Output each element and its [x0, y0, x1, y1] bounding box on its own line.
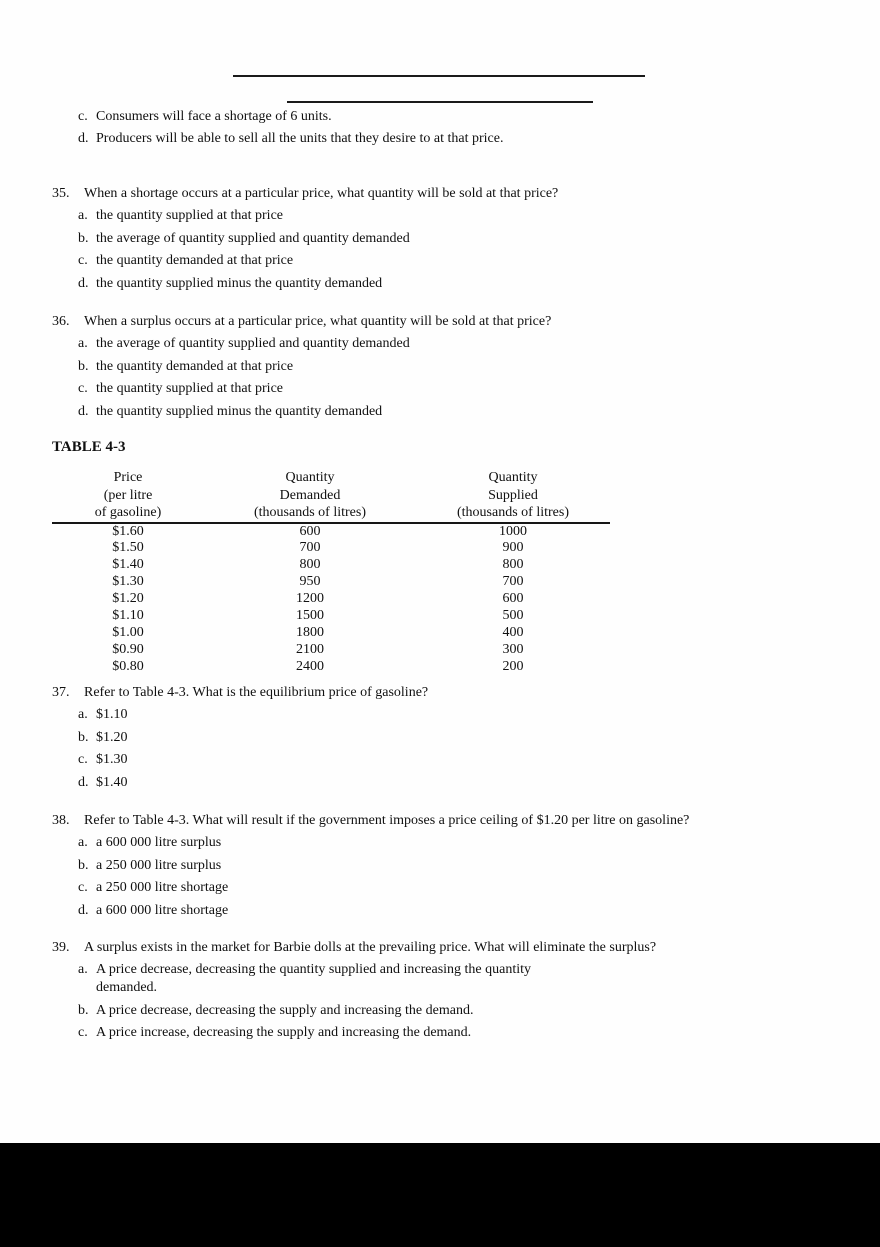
option-letter: a.	[78, 336, 88, 351]
table-row	[52, 625, 610, 642]
table-cell: 1200	[296, 591, 324, 607]
option-text: a 250 000 litre shortage	[96, 880, 229, 895]
question-text: When a surplus occurs at a particular price, what quantity will be sold at that price?	[84, 314, 552, 329]
table-4-3	[52, 469, 610, 676]
option-text: the quantity supplied at that price	[96, 381, 284, 396]
table-cell: 2100	[296, 641, 324, 657]
table-cell: $0.90	[112, 641, 144, 657]
option-text: the average of quantity supplied and quantity demanded	[96, 336, 410, 351]
question-39	[52, 938, 860, 1047]
option-text: the quantity demanded at that price	[96, 358, 294, 374]
option-text: a 600 000 litre shortage	[96, 902, 229, 918]
option-letter: d.	[78, 774, 89, 790]
question-37	[52, 683, 860, 796]
option-35-d	[78, 275, 860, 293]
table-row	[52, 574, 610, 591]
table-cell: 950	[299, 574, 321, 590]
table-cell: 1800	[296, 624, 324, 640]
carryover-option-d	[78, 128, 850, 150]
table-row	[52, 591, 610, 608]
question-text: Refer to Table 4-3. What is the equilibrium price of gasoline?	[84, 685, 429, 700]
table-header-row	[52, 469, 610, 523]
option-36-c	[78, 380, 860, 398]
table-header-quantity-demanded: Quantity Demanded (thousands of litres)	[204, 469, 416, 523]
carryover-option-c	[78, 106, 850, 128]
table-cell: 300	[502, 641, 524, 657]
option-letter: c.	[78, 752, 88, 767]
table-cell: 900	[502, 540, 524, 556]
option-text: $1.10	[96, 707, 128, 722]
table-header-price: Price (per litre of gasoline)	[52, 469, 204, 523]
option-text: the quantity supplied minus the quantity demanded	[96, 403, 383, 419]
option-letter: b.	[78, 358, 89, 374]
option-text: the quantity demanded at that price	[96, 253, 294, 268]
option-letter: d.	[78, 902, 89, 918]
option-35-c	[78, 252, 860, 270]
options-list	[78, 335, 860, 421]
option-39-b	[78, 1002, 860, 1020]
option-letter: c.	[78, 1025, 88, 1040]
option-36-d	[78, 403, 860, 421]
option-37-a	[78, 706, 860, 724]
option-38-c	[78, 879, 860, 897]
answer-blank-line-1	[233, 75, 645, 77]
question-text: When a shortage occurs at a particular price, what quantity will be sold at that price?	[84, 186, 559, 201]
table-cell: $1.00	[112, 624, 144, 640]
table-cell: $1.10	[112, 608, 144, 624]
table-cell: 700	[502, 574, 524, 590]
option-letter: b.	[78, 1002, 89, 1018]
table-row	[52, 557, 610, 574]
options-list	[78, 834, 860, 920]
option-letter: d.	[78, 403, 89, 419]
table-cell: $1.60	[112, 523, 144, 539]
option-text: the quantity supplied at that price	[96, 208, 284, 223]
table-cell: 800	[502, 557, 524, 573]
table-row	[52, 523, 610, 541]
option-35-a	[78, 207, 860, 225]
question-stem	[52, 811, 860, 831]
table-cell: $0.80	[112, 658, 144, 674]
table-row	[52, 659, 610, 676]
table-cell: 1000	[499, 523, 527, 539]
question-number: 38.	[52, 813, 70, 828]
table-cell: 800	[299, 557, 321, 573]
option-letter: b.	[78, 729, 89, 745]
option-38-d	[78, 902, 860, 920]
option-37-c	[78, 751, 860, 769]
table-cell: 2400	[296, 658, 324, 674]
option-letter: d.	[78, 130, 89, 146]
question-stem	[52, 938, 860, 958]
option-letter: c.	[78, 109, 88, 124]
option-39-a	[78, 961, 860, 997]
option-text: A price increase, decreasing the supply and increasing the demand.	[96, 1025, 472, 1040]
option-letter: b.	[78, 230, 89, 246]
answer-blank-line-2	[287, 101, 593, 103]
question-text: A surplus exists in the market for Barbie dolls at the prevailing price. What will eliminate the surplus?	[84, 940, 657, 955]
table-cell: 700	[299, 540, 321, 556]
table-cell: 1500	[296, 608, 324, 624]
option-letter: c.	[78, 253, 88, 268]
option-38-b	[78, 857, 860, 875]
question-36	[52, 312, 860, 425]
table-header-quantity-supplied: Quantity Supplied (thousands of litres)	[416, 469, 610, 523]
option-37-b	[78, 729, 860, 747]
option-text: a 600 000 litre surplus	[96, 835, 222, 850]
table-cell: 600	[299, 523, 321, 539]
question-number: 36.	[52, 314, 70, 329]
table-cell: $1.40	[112, 557, 144, 573]
options-list	[78, 961, 860, 1042]
option-letter: c.	[78, 381, 88, 396]
table-cell: $1.30	[112, 574, 144, 590]
table-row	[52, 540, 610, 557]
scan-black-band	[0, 1143, 880, 1247]
table-row	[52, 642, 610, 659]
question-number: 37.	[52, 685, 70, 700]
option-text: A price decrease, decreasing the quantity supplied and increasing the quantity demanded.	[96, 962, 532, 995]
table-cell: $1.50	[112, 540, 144, 556]
option-36-a	[78, 335, 860, 353]
option-39-c	[78, 1024, 860, 1042]
carryover-options	[78, 106, 850, 149]
option-text: a 250 000 litre surplus	[96, 857, 222, 873]
table-cell: 500	[502, 608, 524, 624]
option-text: Producers will be able to sell all the units that they desire to at that price.	[96, 130, 504, 146]
question-stem	[52, 683, 860, 703]
option-text: Consumers will face a shortage of 6 units.	[96, 109, 332, 124]
option-letter: a.	[78, 707, 88, 722]
option-letter: c.	[78, 880, 88, 895]
option-38-a	[78, 834, 860, 852]
option-letter: a.	[78, 962, 88, 977]
option-35-b	[78, 230, 860, 248]
option-letter: a.	[78, 208, 88, 223]
option-37-d	[78, 774, 860, 792]
question-stem	[52, 312, 860, 332]
question-38	[52, 811, 860, 924]
question-text: Refer to Table 4-3. What will result if the government imposes a price ceiling of $1.20 per litre on gasoline?	[84, 813, 690, 828]
option-text: the average of quantity supplied and quantity demanded	[96, 230, 410, 246]
option-text: $1.40	[96, 774, 128, 790]
option-36-b	[78, 358, 860, 376]
table-cell: 200	[502, 658, 524, 674]
table-title: TABLE 4-3	[52, 439, 126, 455]
question-stem	[52, 184, 860, 204]
table-cell: $1.20	[112, 591, 144, 607]
option-text: $1.30	[96, 752, 128, 767]
question-number: 35.	[52, 186, 70, 201]
option-text: A price decrease, decreasing the supply and increasing the demand.	[96, 1002, 474, 1018]
table-row	[52, 608, 610, 625]
table-cell: 600	[502, 591, 524, 607]
question-number: 39.	[52, 940, 70, 955]
option-letter: a.	[78, 835, 88, 850]
options-list	[78, 207, 860, 293]
option-text: the quantity supplied minus the quantity demanded	[96, 275, 383, 291]
options-list	[78, 706, 860, 792]
option-text: $1.20	[96, 729, 128, 745]
option-letter: d.	[78, 275, 89, 291]
table-cell: 400	[502, 624, 524, 640]
option-letter: b.	[78, 857, 89, 873]
question-35	[52, 184, 860, 297]
